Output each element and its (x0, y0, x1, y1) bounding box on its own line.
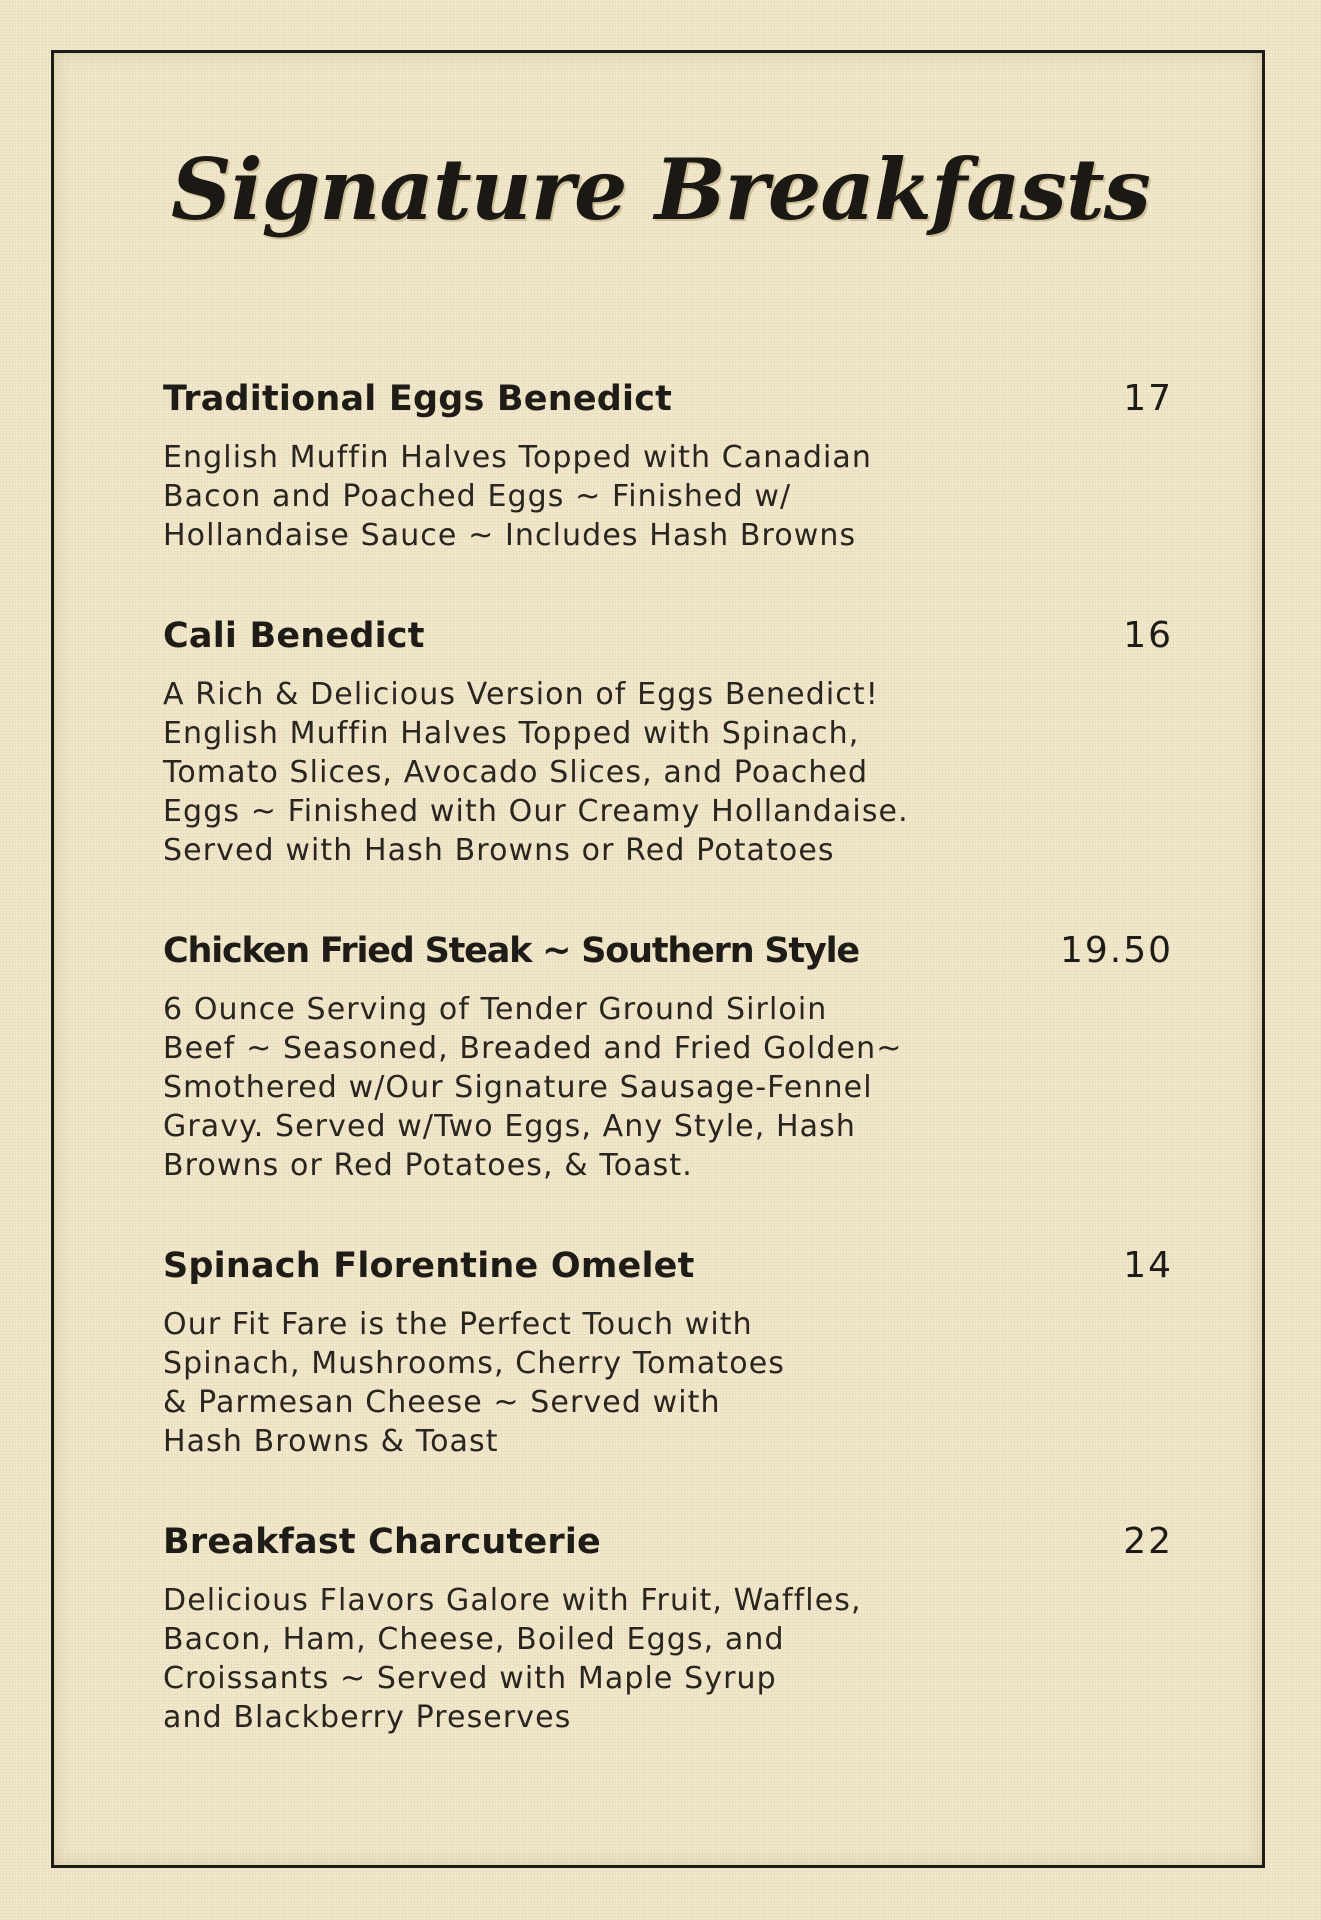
menu-item-header (163, 1245, 1173, 1299)
description-line: Bacon, Ham, Cheese, Boiled Eggs, and (163, 1622, 785, 1657)
description-line: Bacon and Poached Eggs ~ Finished w/ (163, 479, 792, 514)
description-line: Gravy. Served w/Two Eggs, Any Style, Hash (163, 1109, 856, 1144)
menu-item-header (163, 615, 1173, 669)
description-line: Spinach, Mushrooms, Cherry Tomatoes (163, 1346, 785, 1381)
description-line: Browns or Red Potatoes, & Toast. (163, 1148, 693, 1183)
menu-item-name: Traditional Eggs Benedict (163, 379, 673, 419)
menu-item-name: Breakfast Charcuterie (163, 1522, 601, 1562)
menu-title: Signature Breakfasts (171, 140, 1150, 239)
menu-item-header (163, 930, 1173, 984)
description-line: & Parmesan Cheese ~ Served with (163, 1385, 721, 1420)
menu-item (163, 615, 1173, 870)
menu-items-list (163, 378, 1173, 1797)
menu-item-description (163, 1305, 1083, 1461)
description-line: Hash Browns & Toast (163, 1424, 499, 1459)
menu-item-name: Cali Benedict (163, 616, 425, 656)
menu-item-description (163, 438, 1083, 555)
menu-item-name: Chicken Fried Steak ~ Southern Style (163, 931, 859, 971)
menu-item-description (163, 675, 1083, 870)
menu-item-price: 14 (1123, 1245, 1173, 1286)
menu-item-price: 16 (1123, 615, 1173, 656)
description-line: Hollandaise Sauce ~ Includes Hash Browns (163, 518, 857, 553)
description-line: English Muffin Halves Topped with Canadian (163, 440, 873, 475)
menu-item-name: Spinach Florentine Omelet (163, 1246, 695, 1286)
menu-item-description (163, 990, 1083, 1185)
description-line: 6 Ounce Serving of Tender Ground Sirloin (163, 992, 828, 1027)
description-line: Croissants ~ Served with Maple Syrup (163, 1661, 777, 1696)
menu-item-price: 22 (1123, 1521, 1173, 1562)
description-line: Smothered w/Our Signature Sausage-Fennel (163, 1070, 873, 1105)
menu-item-price: 17 (1123, 378, 1173, 419)
menu-item (163, 930, 1173, 1185)
menu-item (163, 1521, 1173, 1737)
menu-item-header (163, 1521, 1173, 1575)
description-line: A Rich & Delicious Version of Eggs Benedict! (163, 677, 879, 712)
description-line: Tomato Slices, Avocado Slices, and Poached (163, 755, 869, 790)
menu-item-header (163, 378, 1173, 432)
menu-item-description (163, 1581, 1083, 1737)
description-line: English Muffin Halves Topped with Spinach, (163, 716, 860, 751)
description-line: Eggs ~ Finished with Our Creamy Hollandaise. (163, 794, 909, 829)
menu-item-price: 19.50 (1059, 930, 1173, 971)
menu-item (163, 1245, 1173, 1461)
description-line: Delicious Flavors Galore with Fruit, Waffles, (163, 1583, 862, 1618)
menu-item (163, 378, 1173, 555)
description-line: Served with Hash Browns or Red Potatoes (163, 833, 835, 868)
description-line: Beef ~ Seasoned, Breaded and Fried Golden~ (163, 1031, 903, 1066)
description-line: and Blackberry Preserves (163, 1700, 572, 1735)
description-line: Our Fit Fare is the Perfect Touch with (163, 1307, 753, 1342)
